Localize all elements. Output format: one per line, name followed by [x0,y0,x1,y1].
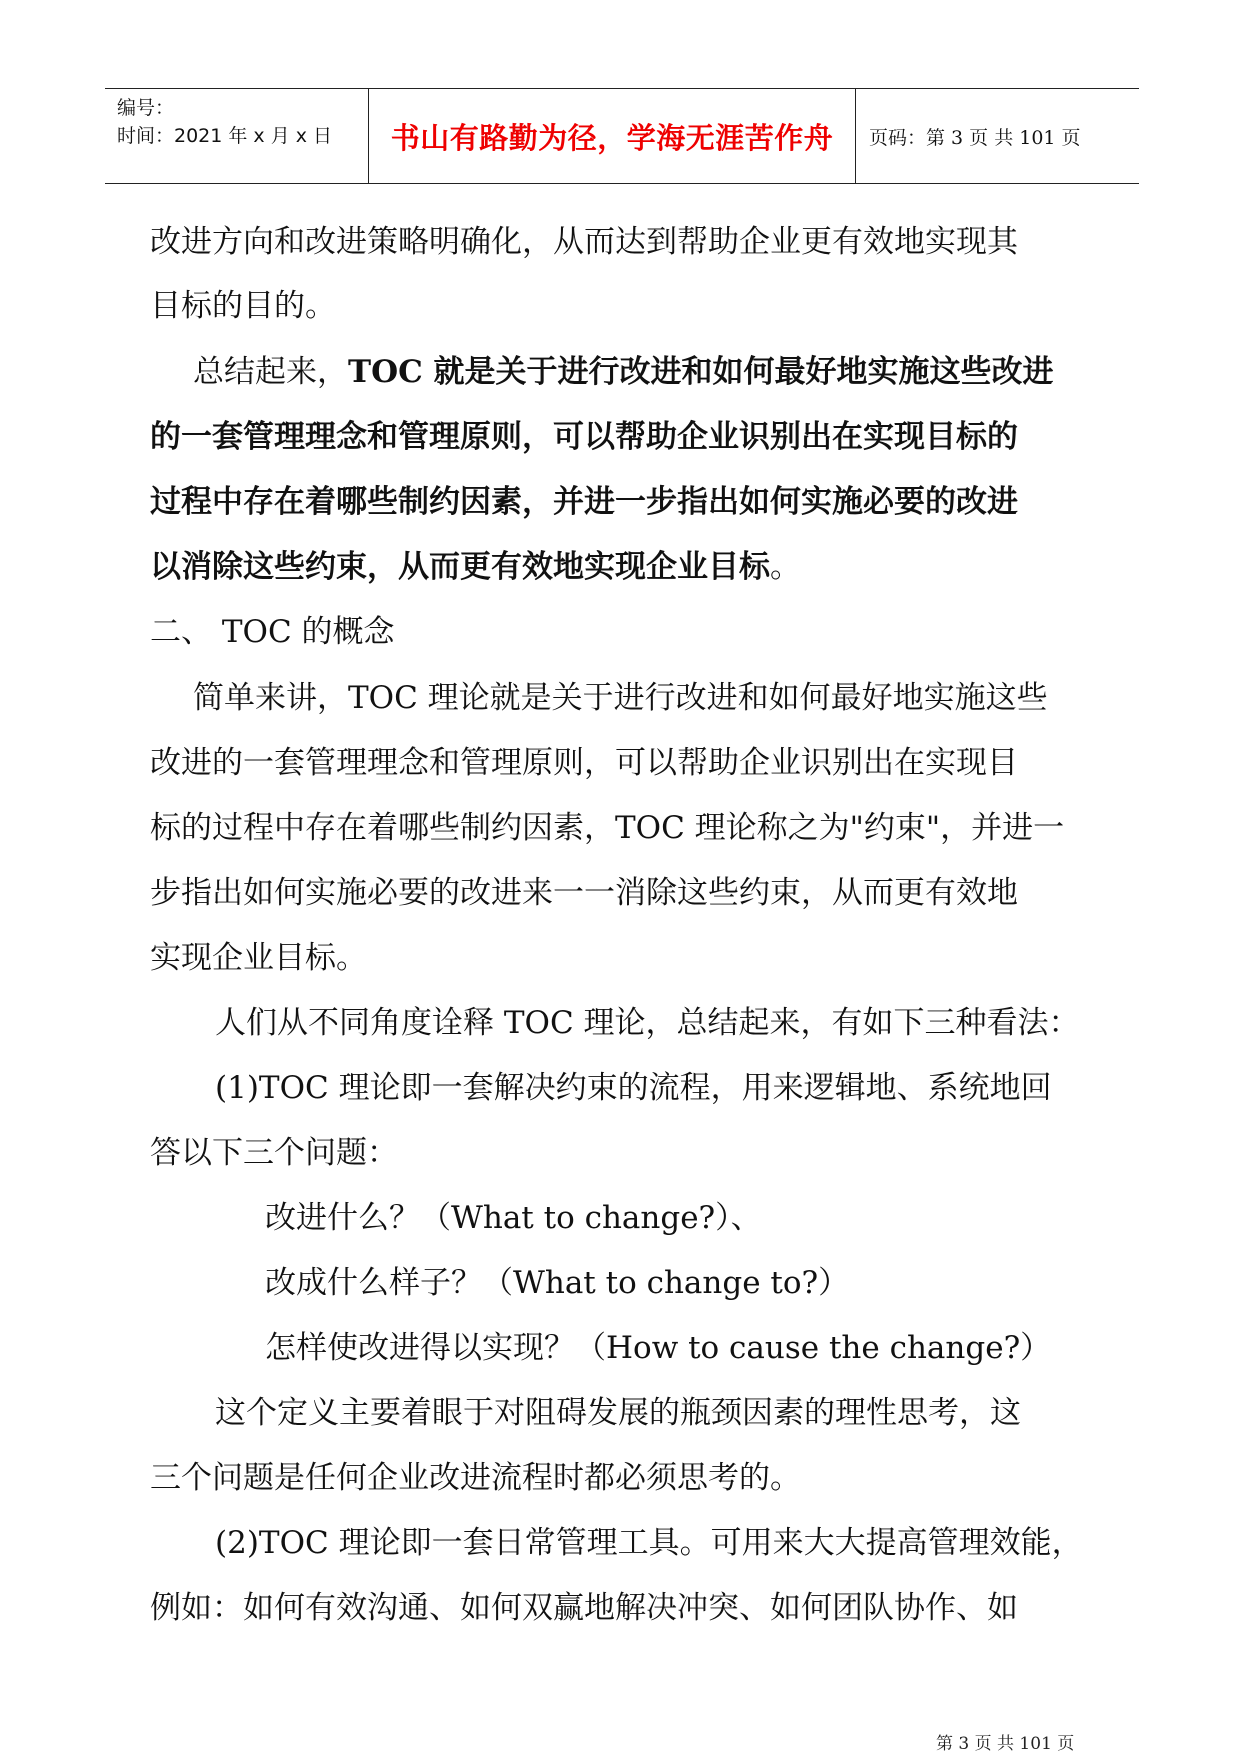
summary-end: 。 [770,549,801,585]
document-number-label: 编号： [117,97,175,119]
paragraph-line: 步指出如何实施必要的改进来一一消除这些约束，从而更有效地 [150,875,1018,911]
list-item: (1)TOC 理论即一套解决约束的流程，用来逻辑地、系统地回 [215,1070,1052,1106]
paragraph-line: 简单来讲，TOC 理论就是关于进行改进和如何最好地实施这些 [193,680,1048,716]
summary-bold-line: 过程中存在着哪些制约因素，并进一步指出如何实施必要的改进 [150,484,1018,520]
summary-bold-line: 的一套管理理念和管理原则，可以帮助企业识别出在实现目标的 [150,419,1018,455]
paragraph-line: 例如：如何有效沟通、如何双赢地解决冲突、如何团队协作、如 [150,1590,1018,1626]
header-page-code: 页码：第 3 页 共 101 页 [869,126,1081,149]
paragraph-line: 改进的一套管理理念和管理原则，可以帮助企业识别出在实现目 [150,745,1018,781]
section-heading: 二、 TOC 的概念 [150,614,395,650]
question-item: 怎样使改进得以实现？（How to cause the change?） [265,1330,1052,1366]
paragraph-line: 答以下三个问题： [150,1135,398,1171]
summary-lead: 总结起来， [193,354,348,390]
list-item: (2)TOC 理论即一套日常管理工具。可用来大大提高管理效能， [215,1525,1083,1561]
summary-line [150,547,801,587]
page-footer: 第 3 页 共 101 页 [936,1734,1075,1754]
header-left-cell [117,94,332,150]
paragraph-line: 人们从不同角度诠释 TOC 理论，总结起来，有如下三种看法： [215,1005,1080,1041]
paragraph-line: 标的过程中存在着哪些制约因素，TOC 理论称之为"约束"，并进一 [150,810,1065,846]
paragraph-line: 实现企业目标。 [150,940,367,976]
paragraph-line: 目标的目的。 [150,288,336,324]
header-table [105,88,1139,184]
paragraph-line: 这个定义主要着眼于对阻碍发展的瓶颈因素的理性思考，这 [215,1395,1021,1431]
paragraph-line: 改进方向和改进策略明确化，从而达到帮助企业更有效地实现其 [150,224,1018,260]
paragraph-line: 三个问题是任何企业改进流程时都必须思考的。 [150,1460,801,1496]
document-time-label: 时间：2021 年 x 月 x 日 [117,125,333,147]
header-motto: 书山有路勤为径，学海无涯苦作舟 [390,120,834,155]
question-item: 改进什么？（What to change?）、 [265,1200,762,1236]
summary-line [193,352,1054,392]
question-item: 改成什么样子？（What to change to?） [265,1265,850,1301]
header-divider [855,89,856,183]
summary-bold-text: TOC 就是关于进行改进和如何最好地实施这些改进 [348,354,1054,390]
summary-bold-text: 以消除这些约束，从而更有效地实现企业目标 [150,549,770,585]
